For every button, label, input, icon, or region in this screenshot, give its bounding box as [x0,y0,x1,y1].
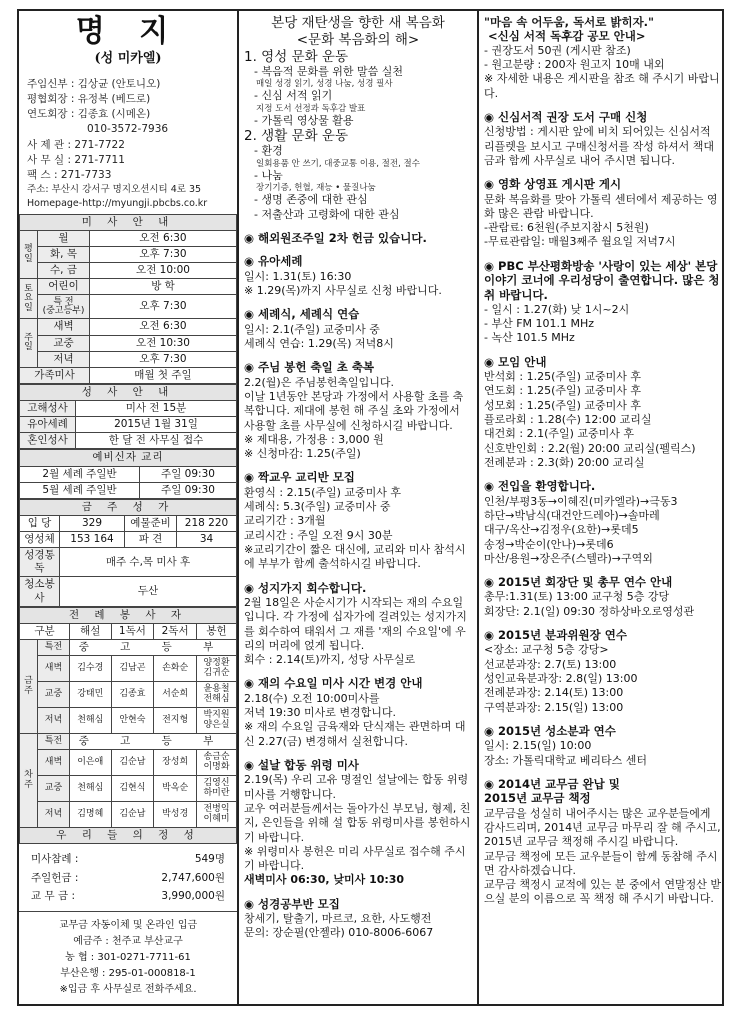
sunday-label: 주일 [20,319,38,367]
notice-line: - 녹산 101.5 MHz [484,331,575,345]
server-name: 박성경 [154,802,197,828]
account-line: 교무금 자동이체 및 온라인 입금 [58,920,198,932]
server-name: 전지형 [154,708,197,734]
notice-heading: ◉ 주님 봉헌 축일 초 축복 [244,360,375,375]
plan-item: 지정 도서 선정과 독후감 발표 [256,103,366,114]
notice-line: 선교분과장: 2.7(토) 13:00 [484,657,617,671]
notice-section [484,575,721,619]
notice-line: 일시: 2.15(일) 10:00 [484,739,592,753]
server-name: 박지원 양은실 [197,708,237,734]
notice-line: 일시: 2.1(주일) 교중미사 중 [244,322,380,336]
offering-label: 교 무 금 : [31,890,75,903]
mass-day: 특 전 (중고등부) [38,295,90,319]
notice-section [244,254,472,298]
sacrament-value: 한 달 전 사무실 접수 [76,433,237,449]
notice-line: 교우 여러분들께서는 돌아가신 부모님, 형제, 친지, 은인들을 위해 설 합동 위령미사를 봉헌하시기 바랍니다. [244,801,471,844]
hymn-label: 입 당 [20,515,60,531]
plan-item: 1. 영성 문화 운동 [244,48,348,65]
notice-line: 플로라회 : 1.28(수) 12:00 교리실 [484,413,652,427]
plan-item: - 저출산과 고령화에 대한 관심 [254,207,400,221]
notice-line: 송정→박순이(안나)→롯데6 [484,537,614,551]
address: 주소: 부산시 강서구 명지오션시티 4로 35 [27,184,202,196]
staff-line: 주임신부 : 김상균 (안토니오) [27,77,161,90]
notice-section [244,897,472,941]
notice-line: 교무금 책정에 모든 교우분들이 함께 동참해 주시면 감사하겠습니다. [484,849,718,877]
sacrament-value: 2015년 1월 31일 [76,417,237,433]
hymn-label: 예물준비 [125,515,177,531]
notice-line: - 부산 FM 101.1 MHz [484,317,595,331]
server-name: 송금순 이명화 [197,750,237,776]
plan-item: 2. 생활 문화 운동 [244,128,348,145]
mass-time: 오후 7:30 [90,351,237,367]
notice-line: 총무:1.31(토) 13:00 교구청 5층 강당 [484,590,670,604]
notice-line: 세례식: 5.3(주일) 교중미사 중 [244,500,391,514]
hymn-table [19,499,237,607]
servers-col-header: 2독서 [154,623,197,639]
server-slot: 특전 [38,639,70,655]
mass-day: 교중 [38,335,90,351]
server-group: 중 고 등 부 [70,639,237,655]
notice-line: 대건회 : 2.1(주일) 교중미사 후 [484,427,635,441]
pastoral-plan [244,49,472,222]
notice-line: <장소: 교구청 5층 강당> [484,643,609,657]
server-slot: 교중 [38,776,70,802]
family-mass-label: 가족미사 [20,367,90,383]
offering-value: 3,990,000원 [161,890,225,903]
notice-heading: ◉ 해외원조주일 2차 헌금 있습니다. [244,230,427,245]
notice-line: 회수 : 2.14(토)까지, 성당 사무실로 [244,653,416,667]
middle-column [239,11,479,1004]
servers-col-header: 봉헌 [197,623,237,639]
server-name: 서순희 [154,682,197,708]
plan-item: - 가톨릭 영상물 활용 [254,113,354,127]
parish-title: 명 지 [75,14,181,49]
notice-section [484,479,721,566]
plan-item: - 환경 [254,144,283,158]
notices-middle [244,231,472,941]
notice-section [244,470,472,571]
staff-line: 팩 스 : 271-7733 [27,169,112,182]
notice-line: 구역분과장: 2.15(일) 13:00 [484,700,624,714]
notice-line: 2.19(목) 우리 고유 명절인 설날에는 합동 위령미사를 거행합니다. [244,773,469,801]
week2-label: 차주 [20,734,38,828]
notice-heading: ◉ 성경공부반 모집 [244,896,340,911]
server-name: 천해심 [70,776,112,802]
notice-section [484,259,721,346]
plan-item: - 나눔 [254,168,283,182]
server-name: 전병익 이혜미 [197,802,237,828]
notice-section [244,307,472,351]
server-group: 중 고 등 부 [70,734,237,750]
notice-line: ※ 1.29(목)까지 사무실로 신청 바랍니다. [244,284,442,297]
server-name: 김순남 [111,802,154,828]
bulletin-page [17,9,724,1006]
mass-title: 미 사 안 내 [20,214,237,230]
server-slot: 교중 [38,682,70,708]
notice-section [484,177,721,250]
servers-col-header: 구분 [20,623,70,639]
servers-title: 전 례 봉 사 자 [20,607,237,623]
bank-account-info [19,911,237,1004]
notice-line: 신호반인회 : 2.2(월) 20:00 교리실(펠릭스) [484,441,696,455]
notice-heading: ◉ 2015년 분과위원장 연수 [484,628,627,643]
notice-heading: ◉ 2014년 교무금 완납 및 2015년 교무금 책정 [484,776,620,806]
mass-day: 어린이 [38,279,90,295]
notice-heading: ◉ 영화 상영표 게시판 게시 [484,177,622,192]
server-name: 윤용철 전해심 [197,682,237,708]
mass-day: 수, 금 [38,263,90,279]
homepage-link[interactable]: Homepage-http://myungji.pbcbs.co.kr [27,198,208,210]
reading-campaign-slogan: "마음 속 어두움, 독서로 밝히자." [484,15,655,29]
mass-time: 오후 7:30 [90,295,237,319]
notice-heading: ◉ PBC 부산평화방송 '사랑이 있는 세상' 본당이야기 코너에 우리성당이 출연합니다. 많은 청취 바랍니다. [484,258,720,302]
plan-item: - 복음적 문화를 위한 말씀 실천 [254,64,403,78]
notice-line: 전례분과장: 2.14(토) 13:00 [484,686,624,700]
mass-time: 오전 10:30 [90,335,237,351]
duty-value: 두산 [60,577,237,606]
server-name: 강태민 [70,682,112,708]
mass-day: 저녁 [38,351,90,367]
notice-heading: ◉ 2015년 성소분과 연수 [484,723,616,738]
server-name: 김남곤 [111,656,154,682]
notice-line: - 원고분량 : 200자 원고지 10매 내외 [484,58,665,72]
notice-heading: ◉ 재의 수요일 미사 시간 변경 안내 [244,676,423,691]
notice-heading: ◉ 설날 합동 위령 미사 [244,758,359,772]
server-name: 이은애 [70,750,112,776]
staff-line: 010-3572-7936 [87,123,169,136]
notice-line: - 일시 : 1.27(화) 낮 1시~2시 [484,302,630,316]
notice-section [484,355,721,470]
mass-time: 방 학 [90,279,237,295]
mass-time: 오전 6:30 [90,319,237,335]
notice-line: 반석회 : 1.25(주일) 교중미사 후 [484,370,642,384]
plan-item: - 생명 존중에 대한 관심 [254,193,368,207]
notice-line: 대구/옥산→김정우(요한)→롯데5 [484,523,639,537]
server-name: 양정환 김귀순 [197,656,237,682]
catechumen-time: 주일 09:30 [140,466,237,482]
plan-item: 매일 성경 읽기, 성경 나눔, 성경 필사 [256,79,393,90]
notice-line: 세례식 연습: 1.29(목) 저녁8시 [244,336,394,350]
offering-title: 우 리 들 의 정 성 [20,828,237,844]
hymn-number: 329 [60,515,125,531]
catechumen-time: 주일 09:30 [140,482,237,498]
notice-line: 새벽미사 06:30, 낮미사 10:30 [244,873,405,887]
catechumen-class: 5월 세례 주일반 [20,482,140,498]
hymn-label: 영성체 [20,532,60,548]
hymn-number: 153 164 [60,532,125,548]
server-slot: 새벽 [38,750,70,776]
mass-day: 새벽 [38,319,90,335]
staff-line: 평협회장 : 유정복 (베드로) [27,92,151,105]
sacrament-label: 유아세례 [20,417,76,433]
saturday-label: 토요일 [20,279,38,319]
offering-label: 미사참례 : [31,853,79,866]
server-name: 박옥순 [154,776,197,802]
hymn-title: 금 주 성 가 [20,499,237,515]
server-name: 김종효 [111,682,154,708]
notice-line: 교리기간 : 3개월 [244,514,326,528]
staff-line: 사 무 실 : 271-7711 [27,153,125,166]
notice-line: 인천/부평3동→이혜진(미카엘라)→극동3 [484,494,678,508]
hymn-number: 34 [177,532,237,548]
left-column [19,11,239,1004]
server-name: 김순남 [111,750,154,776]
staff-info [19,77,237,211]
hymn-label: 파 견 [125,532,177,548]
notice-heading: ◉ 유아세례 [244,254,303,269]
server-slot: 새벽 [38,656,70,682]
sacrament-value: 미사 전 15분 [76,401,237,417]
notice-line: 교무금을 성실히 내어주시는 많은 교우분들에게 감사드리며, 2014년 교무금 마무리 잘 해 주시고, 2015년 교무금 책정해 주시길 바랍니다. [484,806,721,849]
server-slot: 저녁 [38,802,70,828]
sacrament-title: 성 사 안 내 [20,384,237,400]
catechumen-table [19,449,237,498]
reading-campaign-title: <신심 서적 독후감 공모 안내> [488,29,646,44]
notices-right [484,110,721,907]
notice-line: ※ 위령미사 봉헌은 미리 사무실로 접수해 주시기 바랍니다. [244,844,466,873]
server-slot: 저녁 [38,708,70,734]
notice-line: 일시: 1.31(토) 16:30 [244,269,352,283]
notice-heading: ◉ 세례식, 세례식 연습 [244,307,360,322]
staff-line: 연도회장 : 김종효 (시메온) [27,108,151,121]
servers-table [19,607,237,845]
notice-section [244,758,472,888]
duty-label: 성경통독 [20,548,60,577]
account-line: 예금주 : 천주교 부산교구 [73,936,183,948]
notice-line: 회장단: 2.1(일) 09:30 정하상바오로영성관 [484,604,695,618]
notice-section [484,110,721,168]
mass-time: 오전 6:30 [90,230,237,246]
server-name: 김현식 [111,776,154,802]
mass-day: 화, 목 [38,247,90,263]
server-name: 장성희 [154,750,197,776]
notice-section [484,628,721,715]
notice-heading: ◉ 2015년 회장단 및 총무 연수 안내 [484,575,673,590]
parish-subtitle: (성 미카엘) [94,50,162,66]
notice-line: 2.2(월)은 주님봉헌축일입니다. [244,375,394,389]
plan-item: 일회용품 안 쓰기, 대중교통 이용, 절전, 절수 [256,158,420,169]
notice-section [484,777,721,907]
server-name: 천해심 [70,708,112,734]
notice-heading: ◉ 성지가지 회수합니다. [244,580,367,595]
notice-line: ※교리기간이 짧은 대신에, 교리와 미사 참석시에 부부가 함께 출석하시길 바랍니다. [244,542,466,571]
server-name: 손화순 [154,656,197,682]
server-name: 김명혜 [70,802,112,828]
notice-line: 하단→박남식(대건안드레아)→솔마레 [484,508,660,522]
notice-line: 교리시간 : 주일 오전 9시 30분 [244,528,393,542]
weekday-label: 평일 [20,230,38,278]
offering-label: 주일헌금 : [31,871,79,884]
servers-col-header: 1독서 [111,623,154,639]
notice-line: 마산/용원→장은주(스텔라)→구역외 [484,551,653,565]
notice-heading: ◉ 짝교우 교리반 모집 [244,470,355,485]
schedule-table [19,214,237,384]
right-column [479,11,726,1004]
server-name: 김수경 [70,656,112,682]
server-name: 김영신 하미란 [197,776,237,802]
plan-item: - 신심 서적 읽기 [254,89,333,103]
notice-line: 교무금 책정시 교적에 있는 분 중에서 연말정산 받으실 분의 이름으로 꼭 책정 해 주시기 바랍니다. [484,878,721,906]
notice-section [244,360,472,461]
notice-line: 연도회 : 1.25(주일) 교중미사 후 [484,384,642,398]
notice-line: 전례분과 : 2.3(화) 20:00 교리실 [484,455,645,469]
offering-summary [19,844,237,911]
duty-value: 매주 수,목 미사 후 [60,548,237,577]
mass-time: 오후 7:30 [90,247,237,263]
staff-line: 사 제 관 : 271-7722 [27,138,125,151]
notice-line: ※ 제대용, 가정용 : 3,000 원 [244,432,384,446]
notice-line: 창세기, 탈출기, 마르코, 요한, 사도행전 [244,912,432,926]
hymn-number: 218 220 [177,515,237,531]
sacrament-label: 혼인성사 [20,433,76,449]
notice-line: 신청방법 : 게시판 앞에 비치 되어있는 신심서적 리플렛을 보시고 구매신청서를 작성 하셔서 책대금과 함께 사무실로 내어 주시면 됩니다. [484,125,715,167]
notice-line: 장소: 가톨릭대학교 베리타스 센터 [484,753,647,767]
offering-value: 2,747,600원 [161,871,225,884]
plan-item: 장기기증, 헌혈, 재능 • 물질나눔 [256,183,376,194]
catechumen-class: 2월 세례 주일반 [20,466,140,482]
notice-line: 저녁 19:30 미사로 변경합니다. [244,706,396,720]
notice-line: ※ 재의 수요일 금육재와 단식재는 관면하며 대신 2.27(금) 변경해서 실천합니다. [244,720,466,748]
notice-section [244,231,472,245]
account-line: 부산은행 : 295-01-000818-1 [60,968,196,980]
notice-section [484,724,721,768]
server-slot: 특전 [38,734,70,750]
notice-line: 2.18(수) 오전 10:00미사를 [244,691,380,705]
notice-line: 문화 복음화를 맞아 가톨릭 센터에서 제공하는 영화 많은 관람 바랍니다. [484,192,718,220]
account-line: ※입금 후 사무실로 전화주세요. [59,984,197,996]
sacrament-table [19,384,237,450]
week1-label: 금주 [20,639,38,733]
notice-heading: ◉ 모임 안내 [484,354,547,369]
notice-line: 문의: 장순필(안젤라) 010-8006-6067 [244,926,434,940]
notice-line: -무료관람일: 매월3째주 월요일 저녁7시 [484,235,676,249]
reading-campaign-details [484,44,721,101]
theme-heading: 본당 재탄생을 향한 새 복음화 [271,15,445,31]
notice-line: ※ 자세한 내용은 게시판을 참조 해 주시기 바랍니다. [484,72,720,100]
mass-day: 월 [38,230,90,246]
notice-section [244,581,472,668]
servers-col-header: 해설 [70,623,112,639]
notice-section [244,676,472,749]
notice-heading: ◉ 신심서적 권장 도서 구매 신청 [484,109,648,124]
notice-line: -관람료: 6천원(주보지참시 5천원) [484,221,649,235]
notice-heading: ◉ 전입을 환영합니다. [484,479,596,494]
catechumen-title: 예비신자 교리 [20,450,237,466]
notice-line: 환영식 : 2.15(주일) 교중미사 후 [244,485,402,499]
notice-line: - 권장도서 50권 (게시판 참조) [484,43,631,57]
theme-subheading: <문화 복음화의 해> [296,31,420,48]
server-name: 안현숙 [111,708,154,734]
family-mass-time: 매월 첫 주일 [90,367,237,383]
notice-line: 이날 1년동안 본당과 가정에서 사용할 초를 축복합니다. 제대에 봉헌 해 주실 초와 가정에서 사용할 초를 사무실에 신청하시길 바랍니다. [244,389,464,432]
notice-line: 성인교육분과장: 2.8(일) 13:00 [484,672,638,686]
sacrament-label: 고해성사 [20,401,76,417]
notice-line: 2월 18일은 사순시기가 시작되는 재의 수요일입니다. 각 가정에 십자가에 걸려있는 성지가지를 회수하여 태워서 그 재를 '재의 수요일'에 우리의 머리에 얹게 됩니다. [244,595,467,652]
notice-line: 성모회 : 1.25(주일) 교중미사 후 [484,398,642,412]
offering-value: 549명 [194,853,225,866]
account-line: 농 협 : 301-0271-7711-61 [65,952,191,964]
notice-line: ※ 신청마감: 1.25(주일) [244,447,361,461]
mass-time: 오전 10:00 [90,263,237,279]
duty-label: 청소봉사 [20,577,60,606]
